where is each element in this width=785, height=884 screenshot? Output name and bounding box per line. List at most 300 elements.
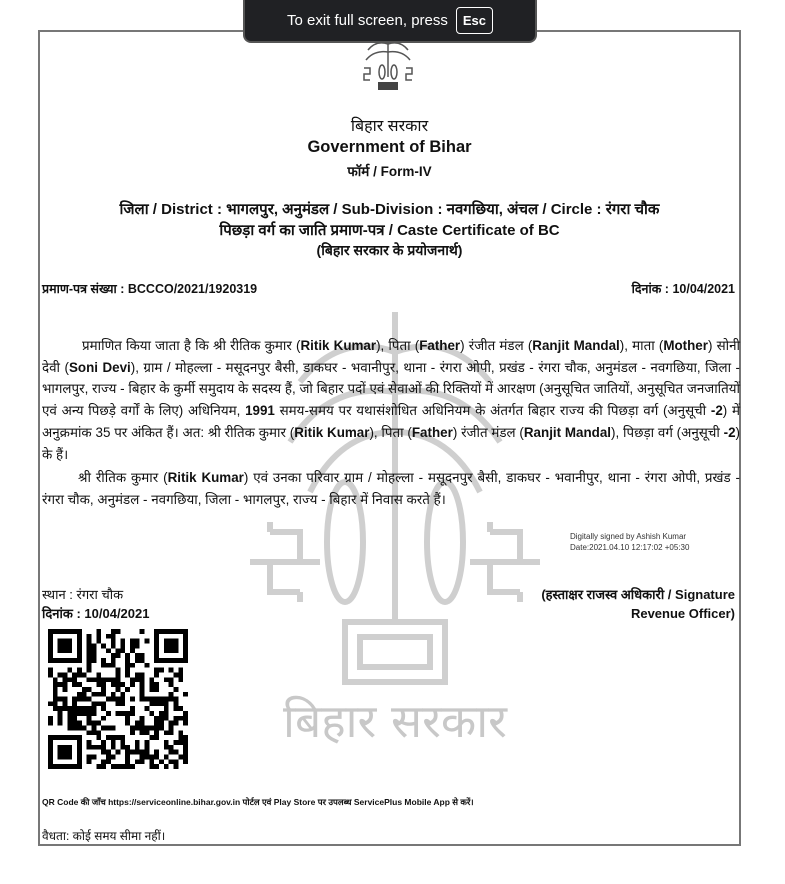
qr-module — [87, 639, 92, 644]
issue-date-top — [632, 280, 735, 297]
qr-module — [125, 750, 130, 755]
qr-module — [164, 755, 169, 760]
qr-module — [77, 764, 82, 769]
qr-module — [183, 750, 188, 755]
government-title: Government of Bihar — [307, 138, 472, 156]
qr-module — [125, 672, 130, 677]
qr-module — [159, 726, 164, 731]
qr-module — [111, 658, 116, 663]
qr-module — [48, 745, 53, 750]
qr-module — [62, 745, 67, 750]
qr-module — [154, 672, 159, 677]
qr-module — [174, 658, 179, 663]
qr-module — [72, 658, 77, 663]
qr-module — [58, 755, 63, 760]
paragraph-segment: -2 — [710, 403, 723, 419]
paragraph-segment: श्री रीतिक कुमार ( — [78, 470, 168, 485]
qr-module — [154, 750, 159, 755]
qr-module — [91, 643, 96, 648]
qr-module — [91, 755, 96, 760]
qr-module — [96, 692, 101, 697]
qr-module — [101, 682, 106, 687]
qr-module — [154, 658, 159, 663]
qr-module — [140, 672, 145, 677]
certificate-paragraph-2 — [42, 467, 740, 510]
qr-module — [159, 721, 164, 726]
paragraph-segment: ), पिता ( — [369, 424, 412, 440]
qr-module — [58, 716, 63, 721]
qr-module — [58, 697, 63, 702]
qr-module — [91, 721, 96, 726]
qr-module — [169, 668, 174, 673]
qr-module — [67, 711, 72, 716]
qr-module — [145, 663, 150, 668]
qr-module — [154, 648, 159, 653]
qr-module — [178, 740, 183, 745]
qr-module — [130, 682, 135, 687]
qr-module — [67, 639, 72, 644]
qr-module — [174, 697, 179, 702]
issue-date-label: दिनांक : — [631, 282, 669, 296]
qr-module — [58, 750, 63, 755]
qr-module — [183, 629, 188, 634]
qr-module — [62, 658, 67, 663]
qr-module — [96, 629, 101, 634]
qr-module — [130, 648, 135, 653]
qr-module — [62, 682, 67, 687]
qr-module — [154, 755, 159, 760]
qr-module — [120, 639, 125, 644]
qr-module — [135, 745, 140, 750]
qr-module — [169, 745, 174, 750]
qr-module — [82, 692, 87, 697]
hindi-title: बिहार सरकार — [350, 118, 429, 135]
qr-module — [91, 726, 96, 731]
qr-module — [48, 653, 53, 658]
place-value: रंगरा चौक — [76, 587, 124, 602]
qr-module — [111, 755, 116, 760]
qr-module — [48, 672, 53, 677]
qr-module — [58, 648, 63, 653]
qr-module — [77, 721, 82, 726]
qr-module — [116, 672, 121, 677]
qr-module — [87, 697, 92, 702]
qr-module — [164, 643, 169, 648]
qr-module — [169, 658, 174, 663]
paragraph-segment: Ritik Kumar — [294, 424, 370, 440]
qr-module — [106, 711, 111, 716]
qr-module — [96, 682, 101, 687]
qr-module — [87, 658, 92, 663]
qr-module — [67, 677, 72, 682]
qr-module — [130, 750, 135, 755]
qr-module — [154, 668, 159, 673]
qr-module — [58, 764, 63, 769]
qr-module — [120, 697, 125, 702]
qr-module — [72, 735, 77, 740]
qr-module — [111, 682, 116, 687]
qr-module — [183, 692, 188, 697]
qr-module — [87, 634, 92, 639]
qr-module — [58, 682, 63, 687]
qr-module — [135, 759, 140, 764]
qr-module — [178, 629, 183, 634]
qr-module — [77, 672, 82, 677]
qr-module — [183, 735, 188, 740]
qr-module — [159, 668, 164, 673]
qr-module — [48, 735, 53, 740]
qr-module — [77, 735, 82, 740]
form-label: फॉर्म / Form-IV — [347, 164, 432, 179]
qr-module — [120, 764, 125, 769]
paragraph-segment: Ritik Kumar — [300, 338, 377, 353]
qr-module — [53, 764, 58, 769]
qr-module — [154, 730, 159, 735]
qr-module — [72, 701, 77, 706]
signature-line-1: (हस्ताक्षर राजस्व अधिकारी / Signature — [541, 587, 735, 602]
qr-module — [120, 692, 125, 697]
qr-module — [96, 639, 101, 644]
qr-module — [183, 658, 188, 663]
qr-module — [58, 735, 63, 740]
qr-module — [106, 634, 111, 639]
qr-module — [154, 721, 159, 726]
qr-module — [116, 711, 121, 716]
qr-module — [149, 682, 154, 687]
qr-module — [53, 701, 58, 706]
qr-module — [48, 764, 53, 769]
qr-module — [169, 629, 174, 634]
qr-module — [91, 745, 96, 750]
qr-module — [120, 711, 125, 716]
qr-module — [130, 643, 135, 648]
digital-signature-date: Date:2021.04.10 12:17:02 +05:30 — [570, 543, 690, 552]
qr-module — [96, 677, 101, 682]
qr-module — [91, 701, 96, 706]
place-and-date — [42, 585, 149, 623]
qr-module — [174, 629, 179, 634]
qr-module — [130, 764, 135, 769]
qr-module — [87, 677, 92, 682]
qr-module — [120, 745, 125, 750]
qr-module — [58, 658, 63, 663]
qr-module — [135, 672, 140, 677]
qr-module — [77, 697, 82, 702]
qr-module — [145, 755, 150, 760]
qr-module — [87, 653, 92, 658]
qr-module — [154, 682, 159, 687]
esc-key-badge[interactable]: Esc — [456, 7, 493, 34]
qr-module — [101, 726, 106, 731]
qr-module — [149, 701, 154, 706]
qr-module — [125, 653, 130, 658]
qr-module — [101, 740, 106, 745]
qr-module — [169, 677, 174, 682]
qr-module — [164, 697, 169, 702]
qr-module — [62, 764, 67, 769]
qr-module — [125, 711, 130, 716]
qr-module — [87, 687, 92, 692]
qr-module — [130, 730, 135, 735]
qr-module — [164, 658, 169, 663]
qr-module — [101, 692, 106, 697]
qr-module — [67, 726, 72, 731]
qr-module — [91, 658, 96, 663]
qr-module — [72, 764, 77, 769]
qr-module — [58, 721, 63, 726]
qr-module — [77, 692, 82, 697]
qr-module — [140, 759, 145, 764]
qr-module — [145, 697, 150, 702]
qr-module — [67, 755, 72, 760]
qr-module — [53, 697, 58, 702]
qr-module — [154, 697, 159, 702]
toast-message: To exit full screen, press — [286, 12, 448, 29]
qr-module — [120, 682, 125, 687]
qr-module — [125, 745, 130, 750]
qr-module — [125, 764, 130, 769]
qr-module — [178, 735, 183, 740]
certificate-type: पिछड़ा वर्ग का जाति प्रमाण-पत्र / Caste Certificate of BC — [219, 222, 560, 239]
paragraph-segment: ) रंजीत मंडल ( — [452, 424, 524, 440]
qr-module — [67, 658, 72, 663]
qr-module — [87, 745, 92, 750]
qr-module — [77, 755, 82, 760]
qr-module — [140, 682, 145, 687]
qr-module — [159, 658, 164, 663]
qr-module — [77, 759, 82, 764]
qr-module — [111, 643, 116, 648]
qr-module — [106, 648, 111, 653]
qr-module — [77, 653, 82, 658]
qr-module — [154, 726, 159, 731]
qr-module — [111, 740, 116, 745]
qr-module — [96, 735, 101, 740]
qr-module — [111, 692, 116, 697]
qr-module — [174, 764, 179, 769]
qr-module — [145, 726, 150, 731]
qr-module — [72, 706, 77, 711]
qr-module — [154, 653, 159, 658]
paragraph-segment: ) में अनुक्रमांक 35 पर अंकित हैं। अत: श्री रीतिक कुमार ( — [42, 403, 740, 440]
qr-module — [67, 706, 72, 711]
qr-module — [106, 755, 111, 760]
qr-module — [149, 726, 154, 731]
qr-module — [169, 730, 174, 735]
qr-module — [116, 648, 121, 653]
qr-module — [154, 716, 159, 721]
paragraph-segment: 1991 — [245, 403, 275, 419]
qr-module — [77, 648, 82, 653]
paragraph-segment: समय-समय पर यथासंशोधित अधिनियम के अंतर्गत बिहार राज्य की पिछड़ा वर्ग (अनुसूची — [274, 403, 711, 419]
paragraph-segment: ), पिता ( — [376, 338, 420, 353]
qr-module — [178, 730, 183, 735]
qr-module — [82, 672, 87, 677]
qr-module — [149, 759, 154, 764]
qr-module — [178, 716, 183, 721]
qr-module — [77, 750, 82, 755]
qr-module — [87, 740, 92, 745]
paragraph-segment: ) सोनी देवी ( — [42, 338, 740, 375]
qr-module — [159, 629, 164, 634]
qr-module — [116, 764, 121, 769]
location-line: जिला / District : भागलपुर, अनुमंडल / Sub-Division : नवगछिया, अंचल / Circle : रंगरा चौक — [119, 201, 660, 218]
qr-module — [164, 629, 169, 634]
qr-module — [48, 755, 53, 760]
qr-module — [62, 755, 67, 760]
qr-module — [111, 697, 116, 702]
qr-module — [120, 735, 125, 740]
qr-module — [169, 726, 174, 731]
qr-module — [82, 687, 87, 692]
qr-module — [87, 721, 92, 726]
qr-module — [178, 668, 183, 673]
qr-module — [140, 755, 145, 760]
qr-module — [183, 740, 188, 745]
qr-module — [101, 701, 106, 706]
paragraph-segment: ), पिछड़ा वर्ग (अनुसूची — [611, 424, 724, 440]
qr-module — [183, 634, 188, 639]
qr-module — [135, 740, 140, 745]
qr-module — [96, 730, 101, 735]
qr-module — [164, 764, 169, 769]
qr-module — [164, 701, 169, 706]
qr-module — [87, 711, 92, 716]
qr-module — [183, 643, 188, 648]
qr-module — [164, 648, 169, 653]
qr-module — [169, 682, 174, 687]
qr-module — [58, 639, 63, 644]
qr-module — [87, 668, 92, 673]
qr-module — [101, 687, 106, 692]
certificate-purpose: (बिहार सरकार के प्रयोजनार्थ) — [316, 242, 463, 258]
qr-module — [91, 706, 96, 711]
qr-module — [154, 629, 159, 634]
qr-module — [140, 721, 145, 726]
qr-module — [101, 750, 106, 755]
qr-module — [48, 759, 53, 764]
qr-module — [53, 706, 58, 711]
paragraph-segment: Soni Devi — [68, 359, 131, 375]
qr-module — [169, 639, 174, 644]
qr-module — [145, 740, 150, 745]
qr-module — [58, 629, 63, 634]
paragraph-segment: Mother — [663, 338, 708, 353]
qr-module — [48, 721, 53, 726]
qr-module — [106, 697, 111, 702]
paragraph-segment: ), माता ( — [619, 338, 664, 353]
qr-module — [87, 643, 92, 648]
qr-module — [125, 716, 130, 721]
qr-module — [82, 706, 87, 711]
qr-module — [87, 663, 92, 668]
qr-module — [154, 735, 159, 740]
qr-module — [53, 629, 58, 634]
paragraph-segment: ) एवं उनका परिवार ग्राम / मोहल्ला - मसूदनपुर बैसी, डाकघर - भवानीपुर, थाना - रंगरा ओपी, प्रखंड - रंगरा चौक, अनुमंडल - नवगछिया, जिला - भागलपुर, राज्य - बिहार में निवास करते हैं। — [42, 470, 740, 507]
qr-module — [91, 730, 96, 735]
qr-module — [140, 697, 145, 702]
qr-module — [58, 711, 63, 716]
qr-module — [48, 639, 53, 644]
certificate-number-label: प्रमाण-पत्र संख्या : — [42, 282, 125, 296]
qr-module — [77, 643, 82, 648]
qr-module — [154, 643, 159, 648]
qr-module — [48, 634, 53, 639]
qr-module — [145, 745, 150, 750]
validity-note: वैधता: कोई समय सीमा नहीं। — [42, 829, 166, 843]
qr-module — [169, 648, 174, 653]
qr-module — [178, 706, 183, 711]
qr-module — [140, 730, 145, 735]
qr-module — [48, 716, 53, 721]
qr-module — [62, 687, 67, 692]
certificate-number-value: BCCCO/2021/1920319 — [127, 282, 258, 296]
qr-module — [106, 677, 111, 682]
qr-module — [125, 721, 130, 726]
qr-module — [140, 629, 145, 634]
qr-module — [53, 677, 58, 682]
qr-module — [145, 706, 150, 711]
qr-module — [154, 687, 159, 692]
qr-module — [164, 677, 169, 682]
qr-module — [140, 692, 145, 697]
qr-module — [164, 706, 169, 711]
qr-module — [87, 648, 92, 653]
qr-module — [140, 653, 145, 658]
qr-module — [106, 750, 111, 755]
qr-module — [96, 634, 101, 639]
qr-module — [67, 648, 72, 653]
qr-module — [77, 658, 82, 663]
qr-module — [87, 759, 92, 764]
qr-module — [140, 750, 145, 755]
qr-module — [140, 726, 145, 731]
qr-module — [91, 648, 96, 653]
qr-module — [101, 716, 106, 721]
digital-signature-signer: Digitally signed by Ashish Kumar — [570, 532, 687, 541]
qr-module — [87, 706, 92, 711]
qr-module — [111, 663, 116, 668]
qr-module — [101, 764, 106, 769]
qr-module — [53, 658, 58, 663]
qr-module — [174, 740, 179, 745]
qr-module — [125, 755, 130, 760]
qr-module — [72, 629, 77, 634]
qr-module — [111, 764, 116, 769]
qr-module — [72, 682, 77, 687]
qr-module — [101, 677, 106, 682]
paragraph-segment: -2 — [723, 424, 736, 440]
qr-module — [174, 648, 179, 653]
qr-module — [67, 643, 72, 648]
qr-module — [135, 639, 140, 644]
qr-module — [135, 658, 140, 663]
qr-module — [77, 726, 82, 731]
qr-module — [77, 711, 82, 716]
qr-module — [183, 639, 188, 644]
qr-module — [67, 745, 72, 750]
qr-module — [120, 701, 125, 706]
qr-module — [77, 639, 82, 644]
qr-module — [116, 629, 121, 634]
qr-module — [178, 677, 183, 682]
qr-module — [62, 677, 67, 682]
qr-module — [145, 750, 150, 755]
paragraph-segment: Ranjit Mandal — [523, 424, 612, 440]
qr-module — [62, 643, 67, 648]
qr-module — [91, 692, 96, 697]
qr-module — [62, 706, 67, 711]
